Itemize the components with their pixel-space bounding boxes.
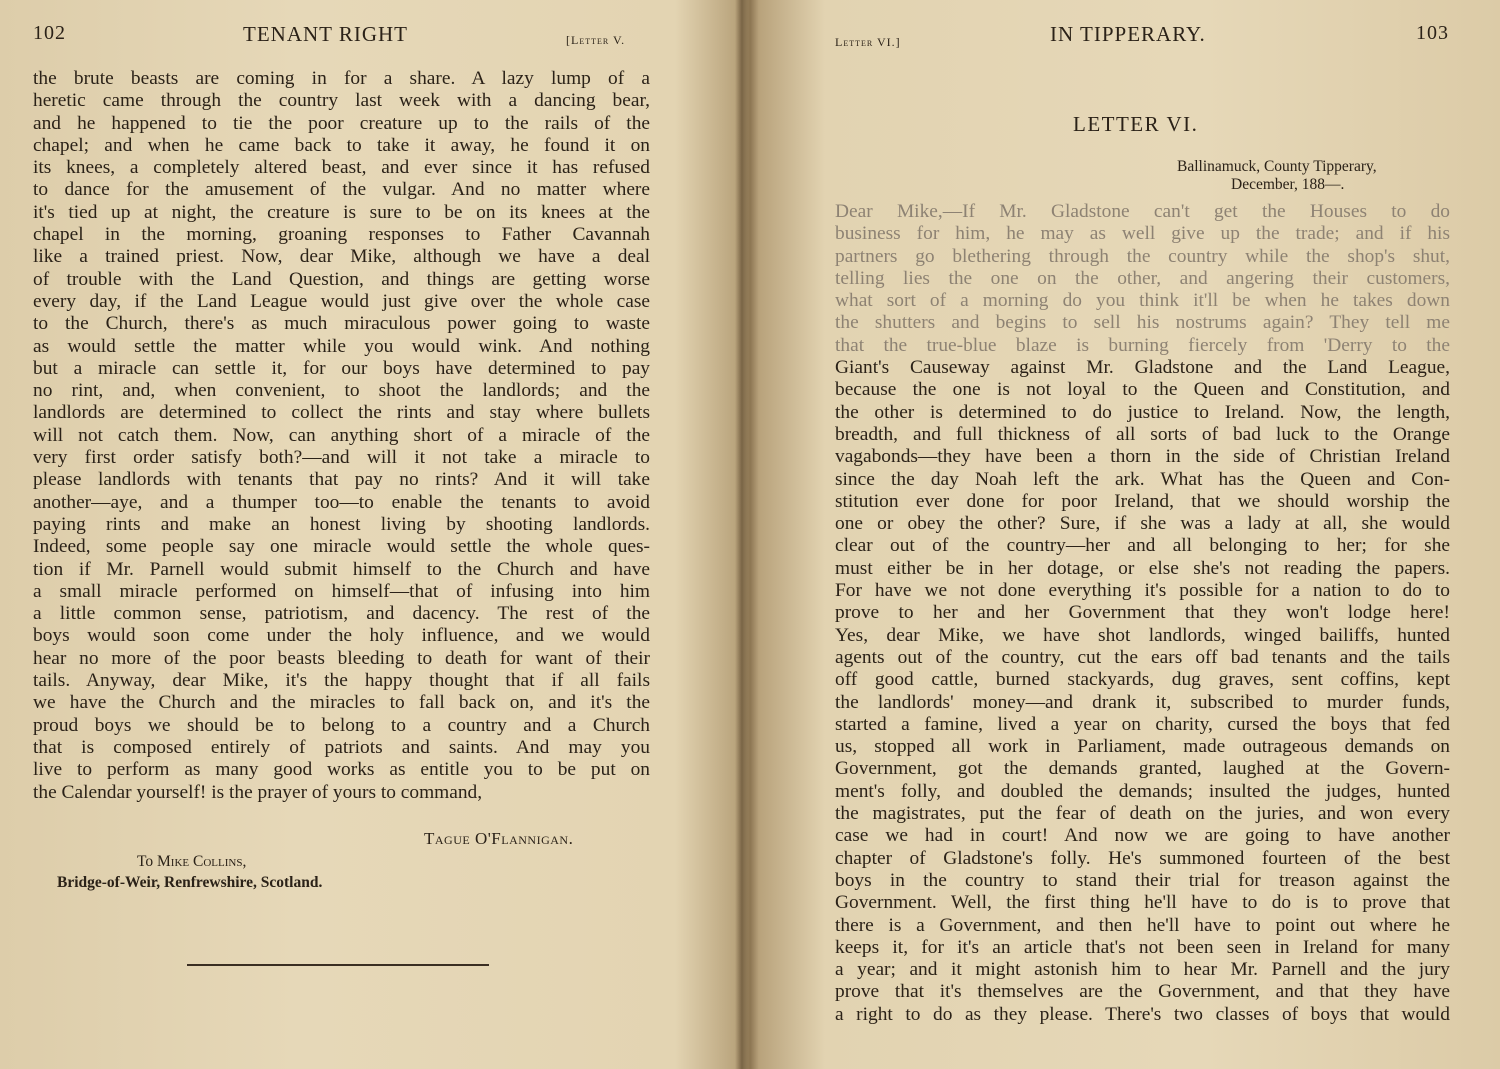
text-line: the shutters and begins to sell his nostrums again? They tell me: [835, 312, 1450, 334]
text-line: clear out of the country—her and all belonging to her; for she: [835, 535, 1450, 557]
left-page-number: 102: [33, 22, 66, 44]
text-line: of trouble with the Land Question, and things are getting worse: [33, 268, 650, 290]
text-line: vagabonds—they have been a thorn in the side of Christian Ireland: [835, 446, 1450, 468]
text-line: keeps it, for it's an article that's not been seen in Ireland for many: [835, 936, 1450, 958]
address-recipient: [137, 851, 246, 872]
end-rule: [187, 964, 489, 966]
text-line: will not catch them. Now, can anything short of a miracle of the: [33, 424, 650, 446]
text-line: ment's folly, and doubled the demands; insulted the judges, hunted: [835, 780, 1450, 802]
text-line: For have we not done everything it's possible for a nation to do to: [835, 580, 1450, 602]
dateline-place: Ballinamuck, County Tipperary,: [1177, 158, 1377, 175]
text-line: and he happened to tie the poor creature up to the rails of the: [33, 112, 650, 134]
left-letter-marker: [Letter V.: [566, 33, 626, 47]
text-line: since the day Noah left the ark. What has the Queen and Con-: [835, 468, 1450, 490]
right-page-number: 103: [1416, 22, 1449, 44]
text-line: no rint, and, when convenient, to shoot the landlords; and the: [33, 380, 650, 402]
text-line: Yes, dear Mike, we have shot landlords, winged bailiffs, hunted: [835, 624, 1450, 646]
text-line: off good cattle, burned stackyards, dug graves, sent coffins, kept: [835, 669, 1450, 691]
text-line: live to perform as many good works as entitle you to be put on: [33, 759, 650, 781]
text-line: that is composed entirely of patriots and saints. And may you: [33, 736, 650, 758]
left-body-text: [33, 68, 650, 804]
text-line: started a famine, lived a year on charity, cursed the boys that fed: [835, 713, 1450, 735]
text-line: Dear Mike,—If Mr. Gladstone can't get the Houses to do: [835, 201, 1450, 222]
text-line: what sort of a morning do you think it'll be when he takes down: [835, 290, 1450, 312]
text-line: every day, if the Land League would just give over the whole case: [33, 290, 650, 312]
text-line: breadth, and full thickness of all sorts of bad luck to the Orange: [835, 423, 1450, 445]
text-line: Indeed, some people say one miracle would settle the whole ques-: [33, 536, 650, 558]
text-line: proud boys we should be to belong to a country and a Church: [33, 714, 650, 736]
text-line: the landlords' money—and drank it, subscribed to murder funds,: [835, 691, 1450, 713]
text-line: please landlords with tenants that pay no rints? And it will take: [33, 469, 650, 491]
right-letter-marker: Letter VI.]: [835, 35, 901, 49]
text-line: must either be in her dotage, or else she's not reading the papers.: [835, 557, 1450, 579]
right-body-text: [835, 201, 1450, 1026]
text-line: its knees, a completely altered beast, and ever since it has refused: [33, 157, 650, 179]
text-line: a little common sense, patriotism, and dacency. The rest of the: [33, 603, 650, 625]
text-line: a small miracle performed on himself—that of infusing into him: [33, 580, 650, 602]
address-name: Mike Collins,: [157, 853, 247, 870]
text-line: hear no more of the poor beasts bleeding to death for want of their: [33, 647, 650, 669]
text-line: it's tied up at night, the creature is sure to be on its knees at the: [33, 201, 650, 223]
text-line: chapel in the morning, groaning responses to Father Cavannah: [33, 224, 650, 246]
text-line: the brute beasts are coming in for a share. A lazy lump of a: [33, 68, 650, 89]
text-line: to dance for the amusement of the vulgar. And no matter where: [33, 179, 650, 201]
text-line: a right to do as they please. There's two classes of boys that would: [835, 1003, 1450, 1025]
text-line: like a trained priest. Now, dear Mike, although we have a deal: [33, 246, 650, 268]
text-line: landlords are determined to collect the rints and stay where bullets: [33, 402, 650, 424]
text-line: that the true-blue blaze is burning fiercely from 'Derry to the: [835, 334, 1450, 356]
text-line: tails. Anyway, dear Mike, it's the happy thought that if all fails: [33, 670, 650, 692]
text-line: boys would soon come under the holy influence, and we would: [33, 625, 650, 647]
text-line: a year; and it might astonish him to hear Mr. Parnell and the jury: [835, 959, 1450, 981]
address-place: Bridge-of-Weir, Renfrewshire, Scotland.: [57, 874, 323, 891]
text-line: paying rints and make an honest living by shooting landlords.: [33, 513, 650, 535]
text-line: Government. Well, the first thing he'll have to do is to prove that: [835, 892, 1450, 914]
text-line: business for him, he may as well give up the trade; and if his: [835, 223, 1450, 245]
text-line: there is a Government, and then he'll have to point out where he: [835, 914, 1450, 936]
text-line: chapel; and when he came back to take it away, he found it on: [33, 134, 650, 156]
text-line: us, stopped all work in Parliament, made outrageous demands on: [835, 736, 1450, 758]
text-line: tion if Mr. Parnell would submit himself to the Church and have: [33, 558, 650, 580]
text-line: Giant's Causeway against Mr. Gladstone and the Land League,: [835, 357, 1450, 379]
left-page: [0, 0, 735, 1069]
text-line: the magistrates, put the fear of death on the juries, and won every: [835, 803, 1450, 825]
text-line: Government, got the demands granted, laughed at the Govern-: [835, 758, 1450, 780]
text-line: prove that it's themselves are the Government, and that they have: [835, 981, 1450, 1003]
text-line: chapter of Gladstone's folly. He's summoned fourteen of the best: [835, 847, 1450, 869]
right-running-title: IN TIPPERARY.: [1050, 22, 1206, 46]
text-line: the Calendar yourself! is the prayer of yours to command,: [33, 781, 483, 803]
text-line: to the Church, there's as much miraculous power going to waste: [33, 313, 650, 335]
text-line: agents out of the country, cut the ears off bad tenants and the tails: [835, 646, 1450, 668]
text-line: one or obey the other? Sure, if she was a lady at all, she would: [835, 513, 1450, 535]
text-line: but a miracle can settle it, for our boys have determined to pay: [33, 357, 650, 379]
letter-heading: LETTER VI.: [1073, 112, 1199, 136]
dateline-date: December, 188—.: [1231, 176, 1345, 193]
book-gutter: [735, 0, 749, 1069]
text-line: case we had in court! And now we are going to have another: [835, 825, 1450, 847]
text-line: prove to her and her Government that they won't lodge here!: [835, 602, 1450, 624]
text-line: as would settle the matter while you would wink. And nothing: [33, 335, 650, 357]
address-to: To: [137, 853, 154, 870]
text-line: stitution ever done for poor Ireland, that we should worship the: [835, 490, 1450, 512]
text-line: telling lies the one on the other, and angering their customers,: [835, 267, 1450, 289]
signature: Tague O'Flannigan.: [424, 829, 574, 848]
text-line: heretic came through the country last week with a dancing bear,: [33, 90, 650, 112]
left-running-title: TENANT RIGHT: [243, 22, 409, 46]
text-line: partners go blethering through the country while the shop's shut,: [835, 245, 1450, 267]
text-line: because the one is not loyal to the Queen and Constitution, and: [835, 379, 1450, 401]
text-line: another—aye, and a thumper too—to enable the tenants to avoid: [33, 491, 650, 513]
text-line: the other is determined to do justice to Ireland. Now, the length,: [835, 401, 1450, 423]
text-line: boys in the country to stand their trial for treason against the: [835, 869, 1450, 891]
text-line: very first order satisfy both?—and will it not take a miracle to: [33, 447, 650, 469]
text-line: we have the Church and the miracles to fall back on, and it's the: [33, 692, 650, 714]
